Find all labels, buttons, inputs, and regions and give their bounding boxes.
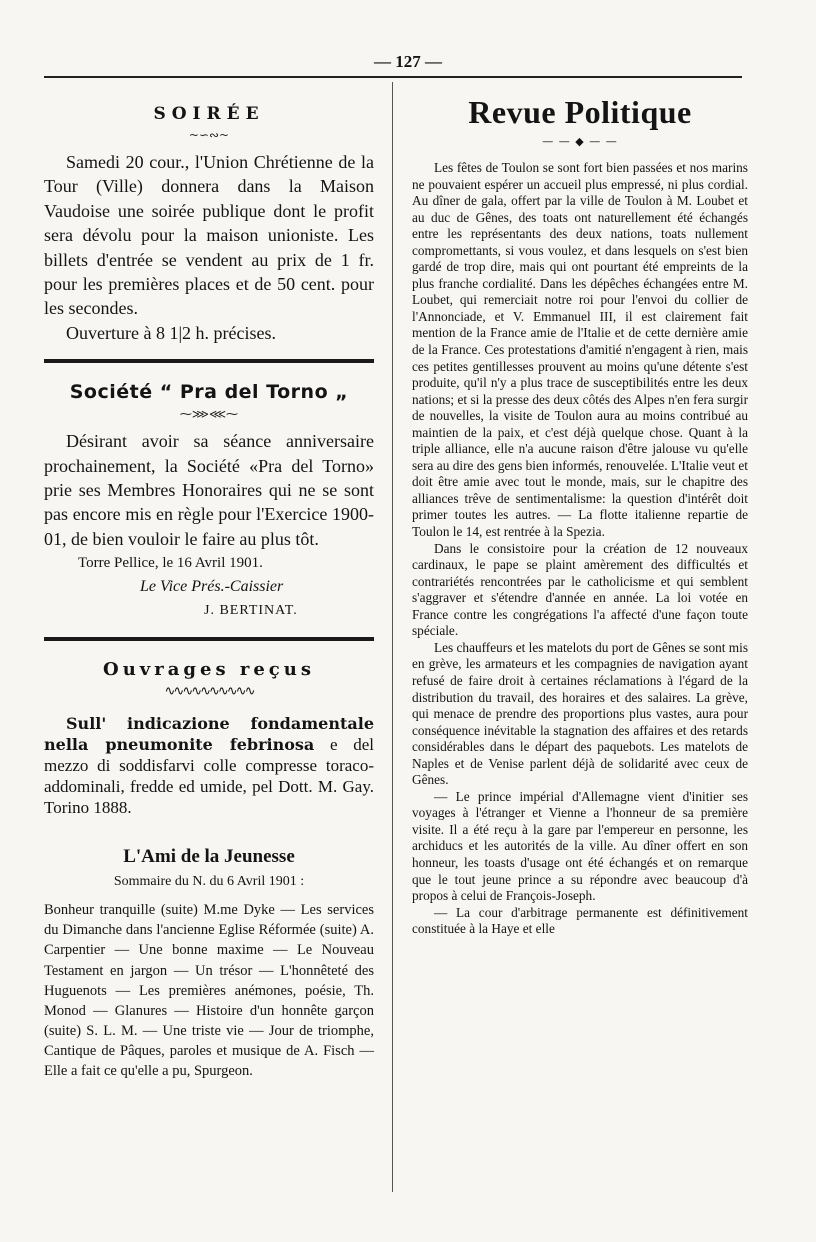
flourish-ornament: ⁓⋙⋘⁓	[179, 407, 239, 422]
soiree-opening: Ouverture à 8 1|2 h. précises.	[66, 322, 277, 343]
section-rule	[44, 637, 374, 641]
title-ornament: — — ◆ — —	[542, 135, 618, 148]
societe-role: Le Vice Prés.-Caissier	[140, 578, 284, 596]
revue-paragraph: — La cour d'arbitrage permanente est définitivement constituée à la Haye et elle	[412, 904, 748, 937]
revue-paragraph: — Le prince impérial d'Allemagne vient d'initier ses voyages à l'étranger et Vienne a l'honneur de sa première visite. Il a été reçu à la gare par l'empereur en personne, les archiducs et les autorités de la ville. Au dîner offert en son honneur, les toasts d'usage ont été échangés et on remarque que le tout jeune prince a su répondre avec beaucoup d'à propos à celui de François-Joseph.	[412, 788, 748, 904]
ami-sommaire: Sommaire du N. du 6 Avril 1901 :	[113, 874, 305, 890]
left-column	[44, 92, 374, 1081]
book-title: Sull' indicazione fondamentale nella pneumonite febrinosa	[44, 714, 374, 755]
societe-signature-name: J. BERTINAT.	[204, 603, 298, 619]
soiree-title: SOIRÉE	[153, 104, 265, 124]
flourish-ornament: ~∽∾~	[188, 128, 230, 142]
soiree-notice	[44, 104, 374, 345]
revue-paragraph: Les fêtes de Toulon se sont fort bien passées et nos marins ne pouvaient espérer un accueil plus empressé, ni plus cordial. Au dîner de gala, offert par la ville de Toulon à M. Loubet et au duc de Gênes, des toats ont naturellement été échangés entre les représentants des deux nations, toats nullement compromettants, si vous voulez, et dans lesquels on s'est bien gardé de trop dire, mais qui ont pourtant été empreints de la plus franche cordialité. Dans les dépêches échangées entre M. Loubet, qui remerciait notre roi pour l'envoi du collier de l'Annonciade, et V. Emmanuel III, il est clairement fait mention de la France amie de l'Italie et de cette dernière amie de la France. Ces protestations d'amitié n'engagent à rien, mais ces petites gentillesses prouvent au moins qu'une détente s'est produite, qu'il n'y a plus trace de susceptibilités entre les deux nations; et si la presse des deux côtés des Alpes n'en fera surgir de nouvelles, la visite de Toulon aura au moins contribué au maintien de la paix, et c'est déjà quelque chose. Quant à la triple alliance, elle n'a aucune raison d'être jalouse vu qu'elle sera au dire des gens bien informés, renouvelée. L'Italie veut et doit être amie avec tout le monde, mais, sur le chapitre des alliances trêve de sentimentalisme: la question d'intérêt doit primer toutes les autres. — La flotte italienne repartie de Toulon le 14, est rentrée à la Spezia.	[412, 160, 748, 540]
book-entry	[44, 713, 374, 818]
revue-paragraph: Dans le consistoire pour la création de 12 nouveaux cardinaux, le pape se plaint amèrement des difficultés et contrariétés rencontrées par le catholicisme et qui semblent s'aggraver et s'étendre d'année en année. La loi votée en France contre les congrégations l'a affecté d'une façon toute spéciale.	[412, 540, 748, 639]
header-rule	[44, 76, 742, 78]
societe-place-date: Torre Pellice, le 16 Avril 1901.	[78, 555, 263, 572]
societe-paragraph: Désirant avoir sa séance anniversaire prochainement, la Société «Pra del Torno» prie ses Membres Honoraires qui ne se sont pas encore mis en règle pour l'Exercice 1900-01, de bien vouloir le faire au plus tôt.	[44, 431, 374, 549]
book-details: e del mezzo di soddisfarvi colle compresse toraco-addominali, fredde ed umide, pel Dott. M. Gay. Torino 1888.	[44, 735, 374, 818]
ouvrages-section	[44, 659, 374, 1081]
ouvrages-title: Ouvrages reçus	[103, 659, 315, 681]
page-number: — 127 —	[374, 52, 442, 71]
section-rule	[44, 359, 374, 363]
societe-title: Société “ Pra del Torno „	[69, 381, 349, 404]
societe-notice	[44, 381, 374, 623]
column-divider	[392, 82, 393, 1192]
ami-contents: Bonheur tranquille (suite) M.me Dyke — Les services du Dimanche dans l'ancienne Eglise Réformée (suite) A. Carpentier — Une bonne maxime — Le Nouveau Testament en jargon — Un trésor — L'honnêteté des Huguenots — Les premières anémones, poésie, Th. Monod — Glanures — Histoire d'un honnête garçon (suite) S. L. M. — Une triste vie — Jour de triomphe, Cantique de Pâques, paroles et musique de A. Fisch — Elle a fait ce qu'elle a pu, Spurgeon.	[44, 902, 374, 1080]
ami-title: L'Ami de la Jeunesse	[123, 846, 295, 868]
soiree-paragraph: Samedi 20 cour., l'Union Chrétienne de la Tour (Ville) donnera dans la Maison Vaudoise une soirée publique dont le profit sera dévolu pour la maison unioniste. Les billets d'entrée se vendent au prix de 1 fr. pour les premières places et de 50 cent. pour les secondes.	[44, 152, 374, 319]
wave-ornament: ∿∿∿∿∿∿∿∿∿∿	[164, 684, 254, 700]
revue-paragraph: Les chauffeurs et les matelots du port de Gênes se sont mis en grève, les armateurs et les compagnies de navigation ayant refusé de faire droit à certaines réclamations à l'égard de la distribution du travail, des horaires et des salaires. La grève, qui menace de prendre des proportions plus vastes, aura pour conséquence inévitable la stagnation des affaires et des retards considérables dans le départ des paquebots. Les matelots de Naples et de Venise parlent déjà de solidarité avec ceux de Gênes.	[412, 639, 749, 788]
revue-title: Revue Politique	[468, 94, 692, 130]
right-column	[412, 92, 748, 938]
